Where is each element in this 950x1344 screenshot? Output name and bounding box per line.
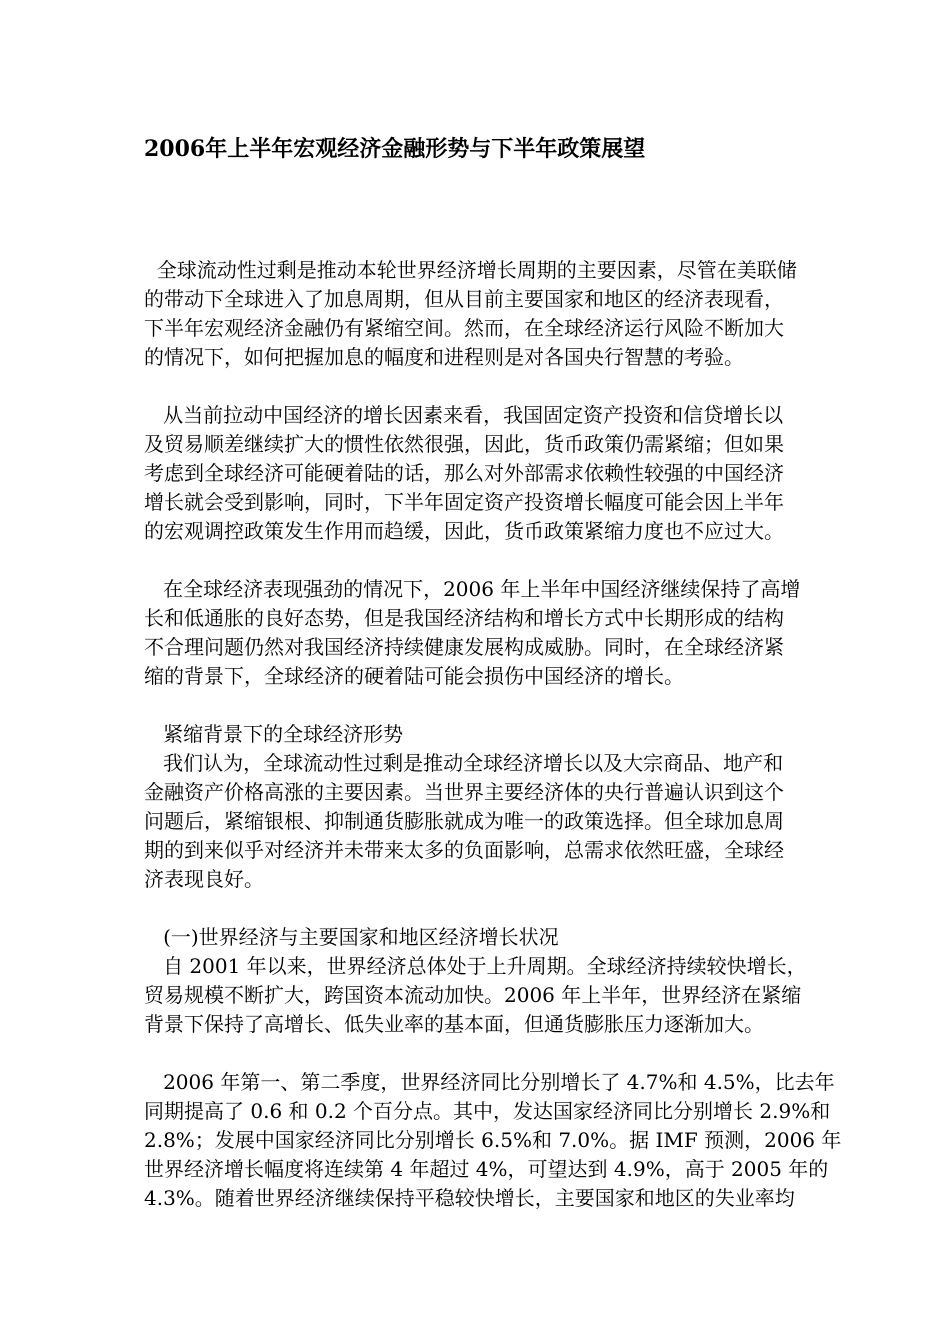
text-line: 下半年宏观经济金融仍有紧缩空间。然而，在全球经济运行风险不断加大 [144,316,784,340]
text-line: 缩的背景下，全球经济的硬着陆可能会损伤中国经济的增长。 [144,664,684,688]
page-title: 2006年上半年宏观经济金融形势与下半年政策展望 [144,136,646,162]
text-line: 长和低通胀的良好态势，但是我国经济结构和增长方式中长期形成的结构 [144,606,784,630]
text-line: 2.8%；发展中国家经济同比分别增长 6.5%和 7.0%。据 IMF 预测，2006 年 [144,1128,842,1152]
text-line: 考虑到全球经济可能硬着陆的话，那么对外部需求依赖性较强的中国经济 [144,461,784,485]
text-line: 期的到来似乎对经济并未带来太多的负面影响，总需求依然旺盛，全球经 [144,838,784,862]
text-line: 同期提高了 0.6 和 0.2 个百分点。其中，发达国家经济同比分别增长 2.9%和 [144,1099,831,1123]
text-line: 2006 年第一、第二季度，世界经济同比分别增长了 4.7%和 4.5%，比去年 [144,1070,835,1094]
text-line: 济表现良好。 [144,867,264,891]
paragraph-1 [144,256,884,372]
text-line: 世界经济增长幅度将连续第 4 年超过 4%，可望达到 4.9%，高于 2005 年的 [144,1157,829,1181]
text-line: 增长就会受到影响，同时，下半年固定资产投资增长幅度可能会因上半年 [144,490,784,514]
section-heading: 紧缩背景下的全球经济形势 [144,722,404,746]
text-line: 从当前拉动中国经济的增长因素来看，我国固定资产投资和信贷增长以 [144,403,784,427]
text-line: 4.3%。随着世界经济继续保持平稳较快增长，主要国家和地区的失业率均 [144,1186,795,1210]
text-line: 问题后，紧缩银根、抑制通货膨胀就成为唯一的政策选择。但全球加息周 [144,809,784,833]
text-line: 不合理问题仍然对我国经济持续健康发展构成威胁。同时，在全球经济紧 [144,635,784,659]
text-line: 的宏观调控政策发生作用而趋缓，因此，货币政策紧缩力度也不应过大。 [144,519,784,543]
text-line: 的带动下全球进入了加息周期，但从目前主要国家和地区的经济表现看， [144,287,784,311]
section-heading: (一)世界经济与主要国家和地区经济增长状况 [144,925,559,949]
text-line: 及贸易顺差继续扩大的惯性依然很强，因此，货币政策仍需紧缩；但如果 [144,432,784,456]
text-line: 背景下保持了高增长、低失业率的基本面，但通货膨胀压力逐渐加大。 [144,1012,764,1036]
paragraph-4 [144,720,884,894]
paragraph-3 [144,575,884,691]
paragraph-2 [144,401,884,546]
text-line: 我们认为，全球流动性过剩是推动全球经济增长以及大宗商品、地产和 [144,751,784,775]
paragraph-6 [144,1068,884,1213]
document-body [144,256,884,1213]
text-line: 的情况下，如何把握加息的幅度和进程则是对各国央行智慧的考验。 [144,345,744,369]
text-line: 金融资产价格高涨的主要因素。当世界主要经济体的央行普遍认识到这个 [144,780,784,804]
text-line: 全球流动性过剩是推动本轮世界经济增长周期的主要因素，尽管在美联储 [144,258,797,282]
paragraph-5 [144,923,884,1039]
text-line: 贸易规模不断扩大，跨国资本流动加快。2006 年上半年，世界经济在紧缩 [144,983,802,1007]
text-line: 在全球经济表现强劲的情况下，2006 年上半年中国经济继续保持了高增 [144,577,801,601]
text-line: 自 2001 年以来，世界经济总体处于上升周期。全球经济持续较快增长， [144,954,807,978]
